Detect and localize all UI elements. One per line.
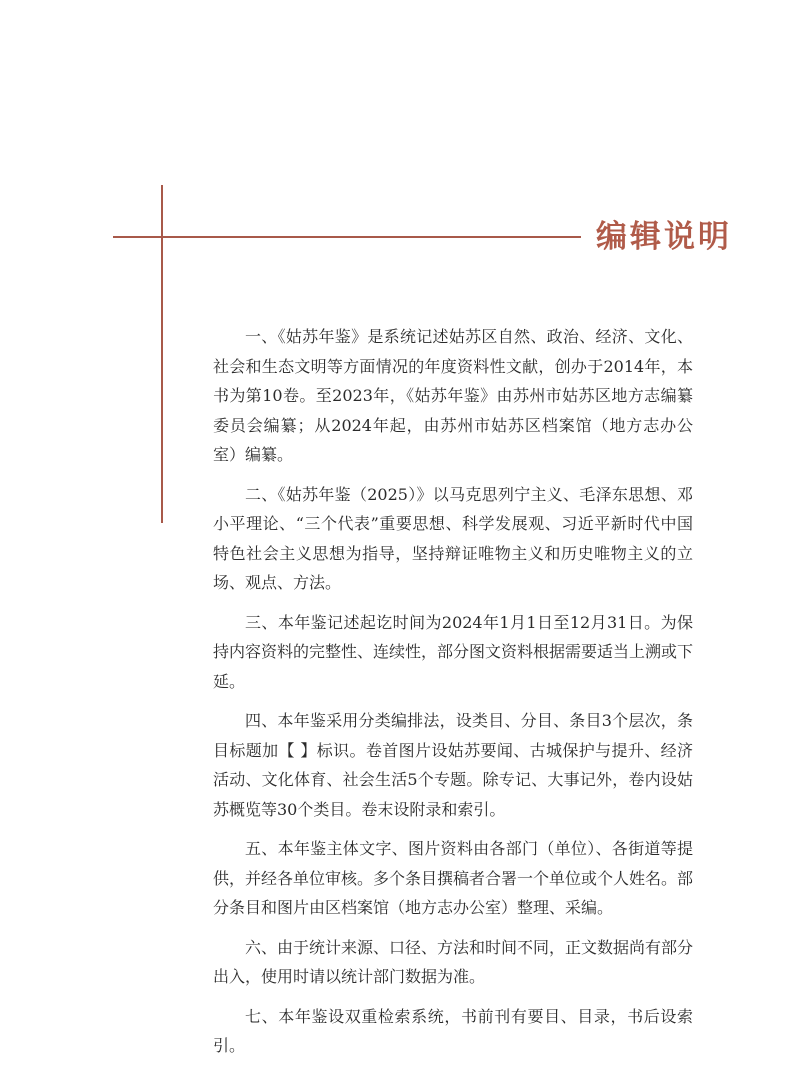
paragraph-3: 三、本年鉴记述起讫时间为2024年1月1日至12月31日。为保持内容资料的完整性、连续性，部分图文资料根据需要适当上溯或下延。 xyxy=(213,612,694,691)
paragraph-2: 二、《姑苏年鉴（2025）》以马克思列宁主义、毛泽东思想、邓小平理论、“三个代表”重要思想、科学发展观、习近平新时代中国特色社会主义思想为指导，坚持辩证唯物主义和历史唯物主义的立场、观点、方法。 xyxy=(213,484,693,592)
paragraph-5: 五、本年鉴主体文字、图片资料由各部门（单位）、各街道等提供，并经各单位审核。多个条目撰稿者合署一个单位或个人姓名。部分条目和图片由区档案馆（地方志办公室）整理、采编。 xyxy=(213,839,694,917)
paragraph-4: 四、本年鉴采用分类编排法，设类目、分目、条目3个层次，条目标题加【 】标识。卷首图片设姑苏要闻、古城保护与提升、经济活动、文化体育、社会生活5个专题。除专记、大事记外，卷内设姑苏概览等30个类目。卷末设附录和索引。 xyxy=(213,711,693,819)
page-title: 编辑说明 xyxy=(596,219,732,255)
paragraph-7: 七、本年鉴设双重检索系统，书前刊有要目、目录，书后设索引。 xyxy=(213,1006,693,1055)
body-text xyxy=(213,322,693,1071)
horizontal-rule xyxy=(113,236,581,238)
paragraph-6: 六、由于统计来源、口径、方法和时间不同，正文数据尚有部分出入，使用时请以统计部门数据为准。 xyxy=(213,937,694,986)
paragraph-1: 一、《姑苏年鉴》是系统记述姑苏区自然、政治、经济、文化、社会和生态文明等方面情况的年度资料性文献，创办于2014年，本书为第10卷。至2023年，《姑苏年鉴》由苏州市姑苏区地方志编纂委员会编纂；从2024年起，由苏州市姑苏区档案馆（地方志办公室）编纂。 xyxy=(213,327,693,464)
